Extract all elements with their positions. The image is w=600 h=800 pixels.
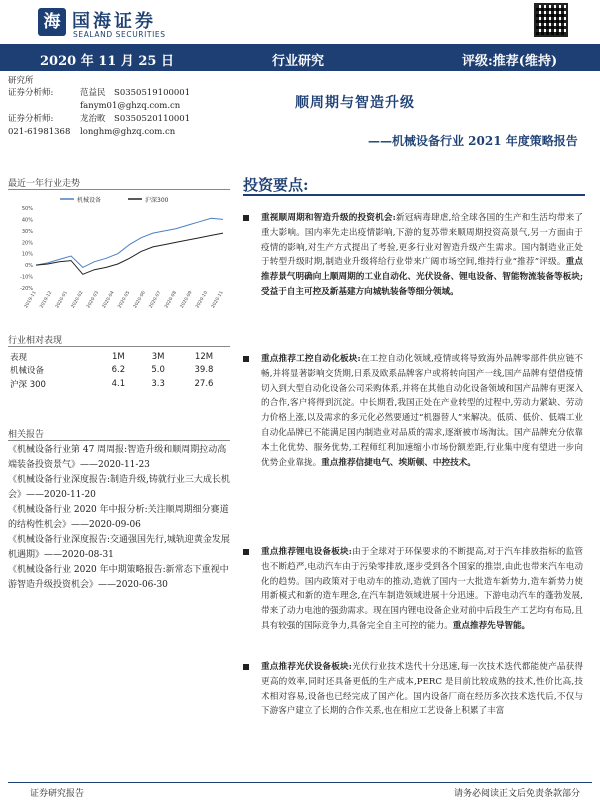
x-tick-label: 2020-02: [70, 290, 85, 310]
related-reports-list: [8, 443, 230, 593]
y-tick-label: 0%: [25, 263, 33, 270]
table-header-cell: 表现: [10, 352, 28, 363]
invest-point: [243, 352, 583, 470]
x-tick-label: 2020-11: [210, 290, 225, 310]
footer-divider: [8, 782, 592, 783]
analyst-name: 范益民: [80, 88, 106, 98]
point-lead: 重视顺周期和智造升级的投资机会:: [261, 213, 396, 223]
report-title: 顺周期与智造升级: [295, 95, 415, 111]
table-cell: 6.2: [111, 365, 126, 376]
analyst-role: 证券分析师:: [8, 114, 54, 124]
y-tick-label: -10%: [20, 274, 33, 281]
y-tick-label: -20%: [20, 286, 33, 292]
table-header-cell: 3M: [151, 351, 165, 362]
y-tick-label: 50%: [21, 206, 33, 212]
analyst-cert: S0350519100001: [114, 88, 191, 98]
y-tick-label: 30%: [21, 228, 33, 235]
analyst-email: longhm@ghzq.com.cn: [80, 127, 176, 137]
table-cell: 4.1: [111, 378, 126, 389]
report-banner: [0, 44, 600, 71]
y-tick-label: 20%: [21, 240, 33, 247]
report-type: 行业研究: [272, 54, 325, 69]
logo-mark: 海: [38, 8, 66, 36]
point-tail: 重点推荐信捷电气、埃斯顿、中控技术。: [321, 457, 476, 468]
footer-left: 证券研究报告: [30, 789, 85, 799]
x-axis-ticks: [23, 290, 225, 309]
related-report-link[interactable]: 《机械设备行业 2020 年中报分析:关注顺周期细分赛道的结构性机会》——2020-09-06: [8, 505, 229, 530]
point-lead: 重点推荐工控自动化板块:: [261, 354, 361, 364]
invest-point: [243, 660, 583, 719]
table-cell: 沪深 300: [10, 379, 46, 390]
legend-label-a: 机械设备: [77, 197, 102, 204]
trend-heading: 最近一年行业走势: [8, 179, 81, 189]
x-tick-label: 2020-04: [101, 290, 116, 310]
x-tick-label: 2020-05: [117, 290, 132, 310]
series-line: [36, 218, 223, 267]
divider: [243, 194, 585, 196]
x-tick-label: 2020-06: [133, 290, 147, 310]
related-report-link[interactable]: 《机械设备行业 2020 年中期策略报告:新常态下重视中游智造升级投资机会》——2020-06-30: [8, 565, 229, 590]
invest-point: [243, 545, 583, 634]
x-tick-label: 2019-12: [39, 290, 54, 310]
footer-right: 请务必阅读正文后免责条款部分: [453, 789, 580, 799]
analyst-name: 龙治畋: [80, 114, 106, 124]
perf-heading: 行业相对表现: [8, 336, 63, 346]
table-row: [8, 377, 230, 391]
point-body: 由于全球对于环保要求的不断提高,对于汽车排放指标的监管也不断趋严,电动汽车由于污染零排放,逐步受到各个国家的推崇,由此也带来汽车电动化的趋势。国内政策对于电动车的推动,造就了国内一大批造车新势力,造车新势力使用新模式和新的造车理念,在汽车制造领域进展十分迅速。下游电动汽车的蓬勃发展,带来了动力电池的强劲需求。现在国内锂电设备企业对前中后段生产工艺均有布局,且具有较强的国际竞争力,具备完全自主可控的能力。: [261, 547, 583, 631]
bullet-icon: [243, 356, 249, 362]
series-lines: [36, 218, 223, 274]
trend-chart-svg: [8, 190, 230, 320]
report-date: 2020 年 11 月 25 日: [40, 54, 174, 69]
y-tick-label: 40%: [21, 217, 33, 224]
point-tail: 重点推荐先导智能。: [452, 620, 531, 631]
related-report-link[interactable]: 《机械设备行业深度报告:交通强国先行,城轨迎黄金发展机遇期》——2020-08-31: [8, 535, 230, 560]
company-name-cn: 国海证券: [72, 11, 156, 32]
rating: 评级:推荐(维持): [462, 54, 558, 69]
legend-label-b: 沪深300: [145, 197, 169, 204]
table-row: [8, 364, 230, 378]
analyst-info: [8, 75, 228, 150]
point-lead: 重点推荐光伏设备板块:: [261, 662, 352, 672]
x-tick-label: 2020-10: [195, 290, 210, 310]
bullet-icon: [243, 549, 249, 555]
point-body: 光伏行业技术迭代十分迅速,每一次技术迭代都能使产品获得更高的效率,同时还具备更低的生产成本,PERC 是目前比较成熟的技术,性价比高,技术相对容易,设备也已经完成了国产化。国内设备厂商在经历多次技术迭代后,不仅与下游客户建立了长期的合作关系,也在相应工艺设备上积累了丰富: [261, 662, 583, 717]
bullet-icon: [243, 664, 249, 670]
divider: [8, 440, 230, 441]
analyst-cert: S0350520110001: [114, 114, 191, 124]
institute-label: 研究所: [8, 76, 34, 86]
x-tick-label: 2020-08: [164, 290, 178, 310]
x-tick-label: 2020-01: [55, 290, 69, 310]
bullet-icon: [243, 215, 249, 221]
point-body: 在工控自动化领域,疫情或将导致海外品牌零部件供应链不畅,并将显著影响交货期,日系及欧系品牌客户或将转向国产一线,国产品牌有望借疫情切入到大型自动化设备公司采购体系,并将在其他自动化设备领域和国产品牌有更深入的合作,客户将得到沉淀。中长期看,我国正处在产业转型的过程中,劳动力紧缺、劳动力价格上涨,以及需求的多元化必然要通过“机器替人”来解决。低质、低价、低端工业自动化品牌已不能满足国内制造业对品质的需求,逐渐被市场淘汰。国产品牌充分依靠本土化优势、服务优势,工程师红利加速缩小市场份额差距,行业集中度有望进一步向优势企业靠拢。: [261, 354, 583, 468]
analyst-role: 证券分析师:: [8, 88, 54, 98]
related-heading: 相关报告: [8, 430, 45, 440]
point-lead: 重点推荐锂电设备板块:: [261, 547, 352, 557]
company-name-en: SEALAND SECURITIES: [73, 30, 166, 39]
x-tick-label: 2020-03: [86, 290, 101, 310]
report-subtitle: ——机械设备行业 2021 年度策略报告: [368, 134, 578, 148]
series-line: [36, 233, 223, 274]
analyst-email: fanym01@ghzq.com.cn: [80, 101, 181, 111]
analyst-phone: 021-61981368: [8, 127, 71, 137]
invest-heading: 投资要点:: [243, 176, 309, 194]
related-report-link[interactable]: 《机械设备行业第 47 周周报:智造升级和顺周期拉动高端装备投资景气》——2020-11-23: [8, 445, 227, 470]
point-body: 新冠病毒肆虐,给全球各国的生产和生活均带来了重大影响。国内率先走出疫情影响,下游的复苏带来顺周期投资高景气,另一方面由于疫情的影响,对生产方式提出了考验,更多行业对智造升级产生需求。国内制造业正处于转型升级时期,制造业升级将给行业带来广阔市场空间,维持行业“推荐”评级。: [261, 213, 583, 268]
point-tail: 重点推荐景气明确向上顺周期的工业自动化、光伏设备、锂电设备、智能物流装备等板块;受益于自主可控及新基建方向城轨装备等细分领域。: [261, 257, 583, 297]
table-cell: 27.6: [194, 378, 214, 389]
table-header-cell: 12M: [194, 351, 214, 362]
x-tick-label: 2019-11: [23, 290, 38, 310]
x-tick-label: 2020-09: [179, 290, 194, 310]
x-tick-label: 2020-07: [148, 290, 163, 310]
divider: [8, 346, 230, 347]
trend-chart: [8, 190, 230, 320]
y-tick-label: 10%: [21, 251, 33, 258]
table-cell: 39.8: [194, 365, 214, 376]
perf-table: [8, 350, 230, 391]
table-header-cell: 1M: [112, 351, 125, 362]
table-header-row: [8, 350, 230, 364]
company-logo: [38, 7, 228, 41]
table-cell: 3.3: [151, 378, 165, 389]
table-cell: 5.0: [151, 365, 165, 376]
qr-code-icon: [534, 3, 568, 37]
y-axis-ticks: [20, 206, 33, 292]
related-report-link[interactable]: 《机械设备行业深度报告:制造升级,铸就行业三大成长机会》——2020-11-20: [8, 475, 230, 500]
table-cell: 机械设备: [10, 366, 45, 377]
invest-point: [243, 211, 583, 300]
